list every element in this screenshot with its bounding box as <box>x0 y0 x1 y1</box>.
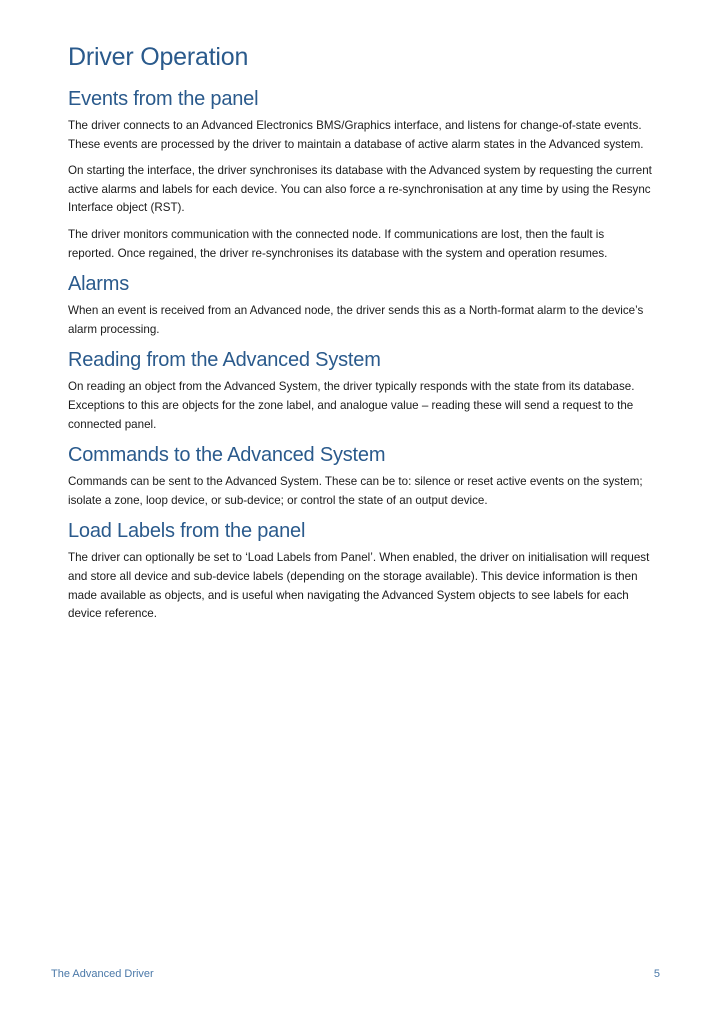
paragraph: When an event is received from an Advanced node, the driver sends this as a North-format alarm to the device’s alarm processing. <box>68 304 644 336</box>
paragraph: The driver connects to an Advanced Electronics BMS/Graphics interface, and listens for change-of-state events. These events are processed by the driver to maintain a database of active alarm states in the Advanced system. <box>68 119 644 151</box>
section-heading: Reading from the Advanced System <box>68 349 381 372</box>
document-page <box>68 40 652 632</box>
section-commands-to-system <box>68 442 652 510</box>
paragraph: On starting the interface, the driver synchronises its database with the Advanced system by requesting the current active alarms and labels for each device. You can also force a re-synchronisation at any time by using the Resync Interface object (RST). <box>68 164 652 215</box>
section-alarms <box>68 271 652 339</box>
section-reading-from-system <box>68 347 652 434</box>
section-load-labels <box>68 518 652 623</box>
paragraph: On reading an object from the Advanced System, the driver typically responds with the state from its database. Exceptions to this are objects for the zone label, and analogue value – reading these will send a request to the connected panel. <box>68 380 635 431</box>
paragraph: The driver can optionally be set to ‘Load Labels from Panel’. When enabled, the driver on initialisation will request and store all device and sub-device labels (depending on the storage available). This device information is then made available as objects, and is useful when navigating the Advanced System objects to see labels for each device reference. <box>68 551 650 621</box>
page-title: Driver Operation <box>68 43 249 71</box>
footer-document-title: The Advanced Driver <box>51 968 154 980</box>
paragraph: The driver monitors communication with the connected node. If communications are lost, then the fault is reported. Once regained, the driver re-synchronises its database with the system and operation resumes. <box>68 227 608 260</box>
section-heading: Alarms <box>68 273 130 296</box>
section-events-from-panel <box>68 86 652 263</box>
section-heading: Commands to the Advanced System <box>68 444 386 467</box>
paragraph: Commands can be sent to the Advanced System. These can be to: silence or reset active events on the system; isolate a zone, loop device, or sub-device; or control the state of an output device. <box>68 475 643 507</box>
section-heading: Load Labels from the panel <box>68 520 306 543</box>
footer-page-number: 5 <box>653 968 660 980</box>
section-heading: Events from the panel <box>68 88 259 110</box>
